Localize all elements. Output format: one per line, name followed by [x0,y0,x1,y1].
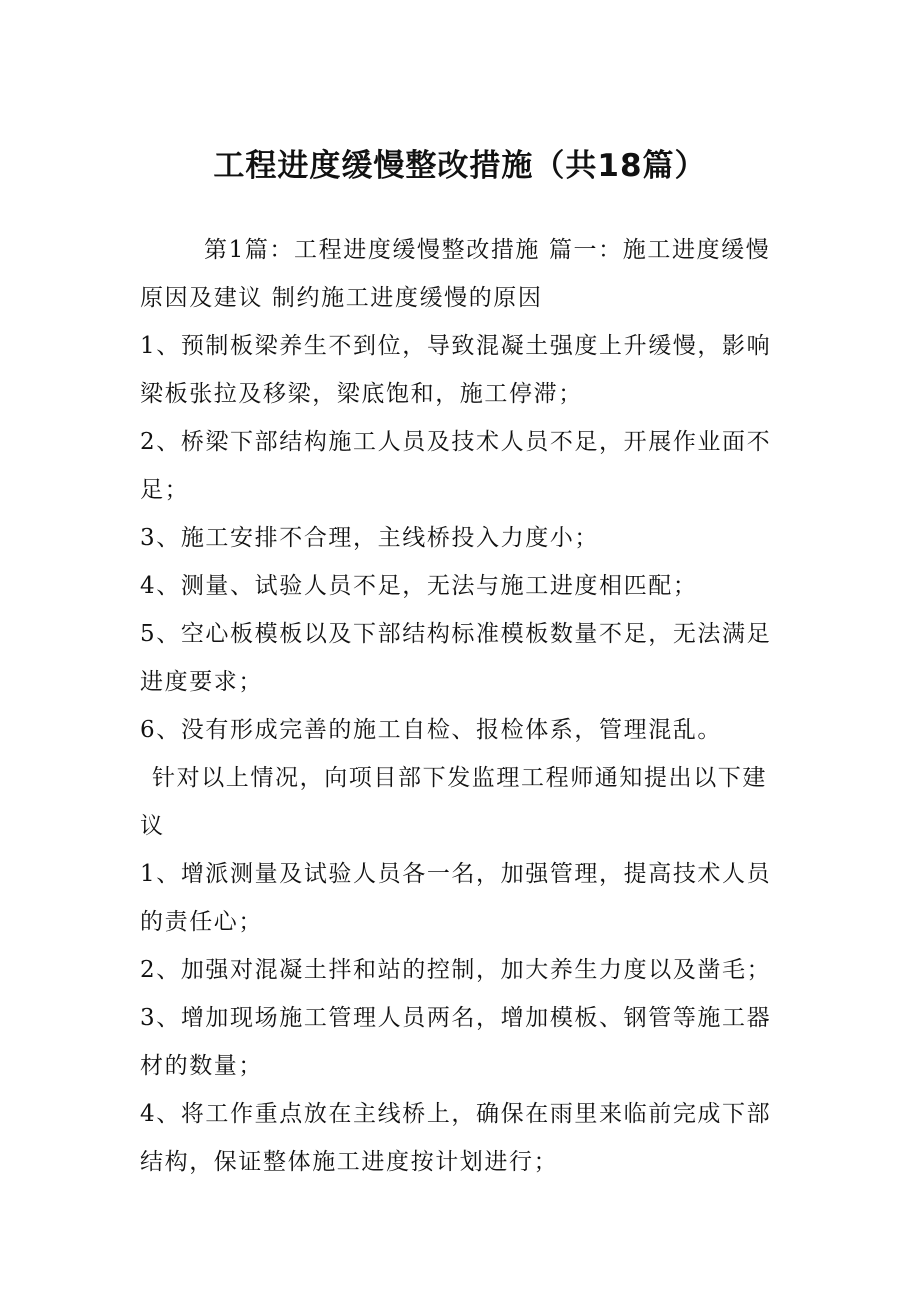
document-body [140,226,790,1186]
cause-item-5: 5、空心板模板以及下部结构标准模板数量不足，无法满足进度要求； [140,621,772,695]
intro-paragraph: 第1篇：工程进度缓慢整改措施 篇一：施工进度缓慢原因及建议 制约施工进度缓慢的原因 [140,237,771,311]
cause-item-2: 2、桥梁下部结构施工人员及技术人员不足，开展作业面不足； [140,429,772,503]
cause-item-1: 1、预制板梁养生不到位，导致混凝土强度上升缓慢，影响梁板张拉及移梁，梁底饱和，施工停滞； [140,333,772,407]
document-title: 工程进度缓慢整改措施（共18篇） [213,148,707,184]
suggestion-intro: 针对以上情况，向项目部下发监理工程师通知提出以下建议 [140,765,767,839]
cause-item-6: 6、没有形成完善的施工自检、报检体系，管理混乱。 [140,717,723,743]
cause-item-3: 3、施工安排不合理，主线桥投入力度小； [140,525,600,551]
cause-item-4: 4、测量、试验人员不足，无法与施工进度相匹配； [140,573,698,599]
suggestion-item-1: 1、增派测量及试验人员各一名，加强管理，提高技术人员的责任心； [140,861,772,935]
suggestion-item-3: 3、增加现场施工管理人员两名，增加模板、钢管等施工器材的数量； [140,1005,772,1079]
suggestion-item-2: 2、加强对混凝土拌和站的控制，加大养生力度以及凿毛； [140,957,772,983]
suggestion-item-4: 4、将工作重点放在主线桥上，确保在雨里来临前完成下部结构，保证整体施工进度按计划进行； [140,1101,772,1175]
